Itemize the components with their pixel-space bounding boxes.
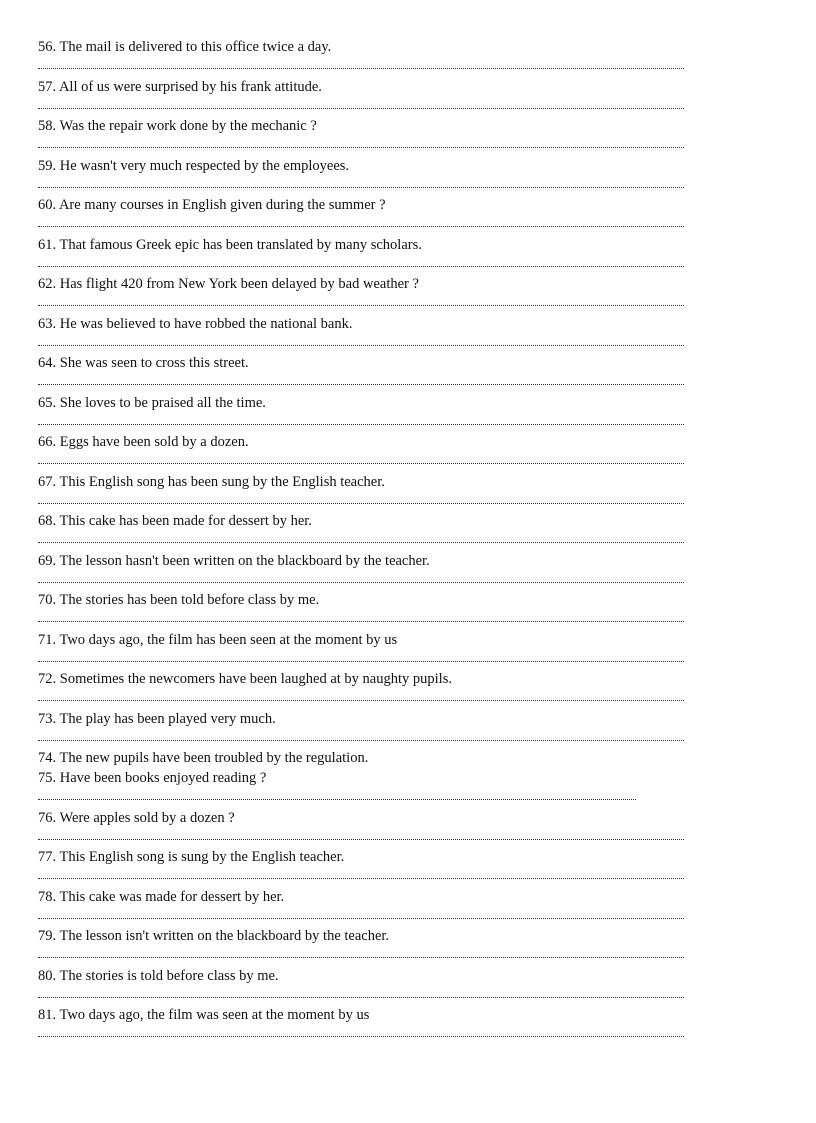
exercise-item-text: 56. The mail is delivered to this office twice a day. <box>38 39 332 55</box>
answer-line[interactable] <box>38 187 684 188</box>
answer-line[interactable] <box>38 997 684 998</box>
exercise-item-text: 78. This cake was made for dessert by her. <box>38 888 285 905</box>
exercise-item-68 <box>38 512 688 552</box>
answer-line[interactable] <box>38 839 684 840</box>
answer-line[interactable] <box>38 503 684 504</box>
exercise-item-62 <box>38 275 688 315</box>
exercise-item-text: 79. The lesson isn't written on the blackboard by the teacher. <box>38 928 390 944</box>
answer-line[interactable] <box>38 424 684 425</box>
answer-line[interactable] <box>38 384 684 385</box>
exercise-item-80 <box>38 967 688 1007</box>
exercise-item-text: 75. Have been books enjoyed reading ? <box>38 770 267 786</box>
answer-line[interactable] <box>38 918 684 919</box>
answer-line[interactable] <box>38 582 684 583</box>
exercise-item-69 <box>38 552 688 592</box>
exercise-item-text: 68. This cake has been made for dessert by her. <box>38 513 312 529</box>
exercise-item-text: 63. He was believed to have robbed the national bank. <box>38 315 353 332</box>
answer-line[interactable] <box>38 147 684 148</box>
exercise-item-text: 76. Were apples sold by a dozen ? <box>38 809 235 826</box>
exercise-item-63 <box>38 315 688 355</box>
exercise-item-text: 66. Eggs have been sold by a dozen. <box>38 434 249 450</box>
exercise-item-text: 80. The stories is told before class by me. <box>38 967 279 984</box>
exercise-item-text: 59. He wasn't very much respected by the employees. <box>38 157 350 174</box>
exercise-item-text: 74. The new pupils have been troubled by the regulation. <box>38 750 369 766</box>
answer-line[interactable] <box>38 68 684 69</box>
answer-line[interactable] <box>38 700 684 701</box>
answer-line[interactable] <box>38 108 684 109</box>
exercise-item-75 <box>38 769 688 809</box>
exercise-item-57 <box>38 78 688 118</box>
answer-line[interactable] <box>38 305 684 306</box>
exercise-item-text: 64. She was seen to cross this street. <box>38 355 249 371</box>
exercise-item-73 <box>38 710 688 750</box>
exercise-item-text: 70. The stories has been told before class by me. <box>38 592 320 608</box>
exercise-item-70 <box>38 591 688 631</box>
exercise-item-text: 69. The lesson hasn't been written on the blackboard by the teacher. <box>38 552 430 569</box>
passive-voice-exercise <box>38 38 688 1046</box>
answer-line[interactable] <box>38 226 684 227</box>
exercise-item-81 <box>38 1006 688 1046</box>
answer-line[interactable] <box>38 661 684 662</box>
exercise-item-text: 77. This English song is sung by the English teacher. <box>38 849 345 865</box>
answer-line[interactable] <box>38 542 684 543</box>
answer-line[interactable] <box>38 799 636 800</box>
exercise-item-58 <box>38 117 688 157</box>
exercise-item-text: 62. Has flight 420 from New York been delayed by bad weather ? <box>38 276 419 292</box>
exercise-item-text: 67. This English song has been sung by the English teacher. <box>38 473 385 490</box>
exercise-item-text: 71. Two days ago, the film has been seen at the moment by us <box>38 631 398 648</box>
exercise-item-text: 57. All of us were surprised by his frank attitude. <box>38 78 322 95</box>
exercise-item-78 <box>38 888 688 928</box>
exercise-item-60 <box>38 196 688 236</box>
exercise-item-text: 73. The play has been played very much. <box>38 710 276 727</box>
answer-line[interactable] <box>38 266 684 267</box>
answer-line[interactable] <box>38 878 684 879</box>
answer-line[interactable] <box>38 957 684 958</box>
exercise-item-72 <box>38 670 688 710</box>
exercise-item-59 <box>38 157 688 197</box>
answer-line[interactable] <box>38 1036 684 1037</box>
exercise-item-text: 61. That famous Greek epic has been translated by many scholars. <box>38 236 422 253</box>
exercise-item-56 <box>38 38 688 78</box>
exercise-item-74 <box>38 749 688 769</box>
exercise-item-65 <box>38 394 688 434</box>
exercise-item-76 <box>38 809 688 849</box>
answer-line[interactable] <box>38 463 684 464</box>
exercise-item-79 <box>38 927 688 967</box>
exercise-item-text: 60. Are many courses in English given during the summer ? <box>38 197 386 213</box>
exercise-item-71 <box>38 631 688 671</box>
exercise-item-77 <box>38 848 688 888</box>
exercise-item-61 <box>38 236 688 276</box>
exercise-item-text: 58. Was the repair work done by the mechanic ? <box>38 118 317 134</box>
answer-line[interactable] <box>38 740 684 741</box>
exercise-item-text: 81. Two days ago, the film was seen at the moment by us <box>38 1007 370 1023</box>
exercise-item-64 <box>38 354 688 394</box>
answer-line[interactable] <box>38 621 684 622</box>
exercise-item-66 <box>38 433 688 473</box>
exercise-item-text: 72. Sometimes the newcomers have been laughed at by naughty pupils. <box>38 671 452 687</box>
exercise-item-67 <box>38 473 688 513</box>
exercise-item-text: 65. She loves to be praised all the time. <box>38 394 266 411</box>
answer-line[interactable] <box>38 345 684 346</box>
